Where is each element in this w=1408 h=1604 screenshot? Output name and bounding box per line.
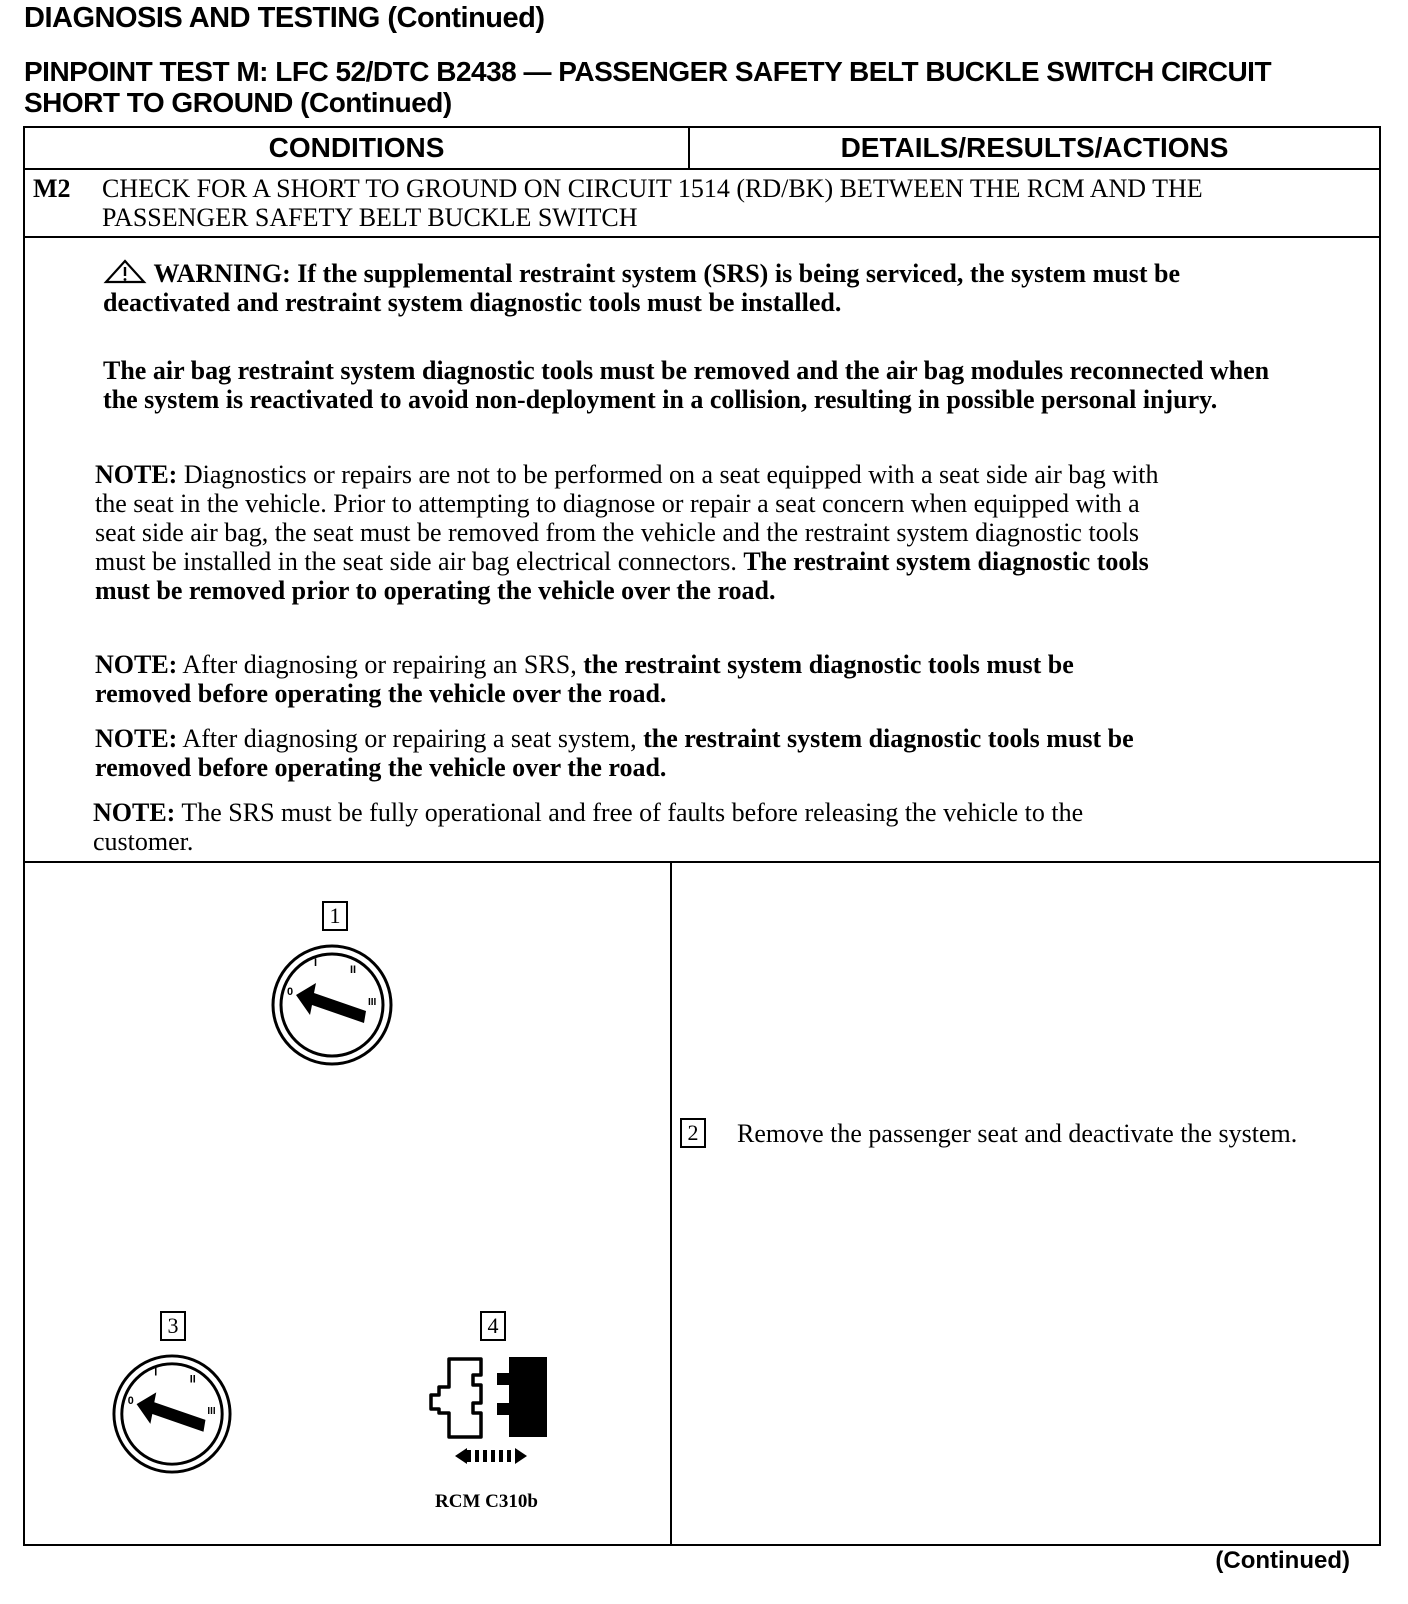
conditions-header: CONDITIONS: [25, 128, 690, 168]
callout-2: 2: [680, 1118, 706, 1148]
ignition-switch-off-icon: [270, 943, 394, 1067]
ignition-mark-1: I: [154, 1366, 158, 1379]
ignition-switch-off-icon: [111, 1353, 233, 1475]
step-row: [25, 170, 1379, 238]
note-4: [93, 798, 1178, 856]
note-3: [95, 724, 1175, 782]
note-label: NOTE:: [95, 650, 178, 679]
callout-4: 4: [480, 1311, 506, 1341]
page-title: DIAGNOSIS AND TESTING (Continued): [24, 2, 545, 34]
warning-paragraph: [103, 258, 1263, 317]
note-label: NOTE:: [95, 460, 178, 489]
pinpoint-test-table: [23, 126, 1381, 1546]
warning-icon: [103, 258, 147, 284]
figure-action-area: [25, 863, 1379, 1544]
warning-text-2: The air bag restraint system diagnostic tools must be removed and the air bag modules reconnected when the system is reactivated to avoid non-deployment in a collision, resulting in possible personal injury.: [103, 356, 1270, 414]
column-divider: [670, 863, 672, 1544]
note-2: [95, 650, 1175, 708]
ignition-mark-0: 0: [287, 986, 294, 998]
continued-footer: (Continued): [1215, 1547, 1350, 1574]
action-2-text: Remove the passenger seat and deactivate the system.: [737, 1119, 1298, 1148]
callout-1: 1: [322, 901, 348, 931]
ignition-mark-3: III: [368, 997, 377, 1008]
note-text-bold: the restraint system diagnostic tools must be removed before operating the vehicle over the road.: [95, 650, 1074, 708]
note-label: NOTE:: [95, 724, 178, 753]
note-text: Diagnostics or repairs are not to be performed on a seat equipped with a seat side air bag with the seat in the vehicle. Prior to attempting to diagnose or repair a seat concern when equipped with a seat side air bag, the seat must be removed from the vehicle and the restraint system diagnostic tools must be installed in the seat side air bag electrical connectors.: [95, 460, 1159, 576]
warning-notes-block: [25, 238, 1379, 863]
warning-label: WARNING:: [153, 259, 291, 288]
note-text-bold: the restraint system diagnostic tools must be removed before operating the vehicle over the road.: [95, 724, 1134, 782]
details-header: DETAILS/RESULTS/ACTIONS: [840, 132, 1229, 163]
step-title: CHECK FOR A SHORT TO GROUND ON CIRCUIT 1514 (RD/BK) BETWEEN THE RCM AND THE PASSENGER SAFETY BELT BUCKLE SWITCH: [102, 174, 1203, 232]
ignition-mark-3: III: [207, 1406, 216, 1417]
step-id: M2: [33, 174, 71, 203]
connector-label: RCM C310b: [435, 1491, 538, 1512]
note-1: [95, 460, 1175, 605]
table-header: [25, 128, 1379, 170]
pinpoint-test-title: PINPOINT TEST M: LFC 52/DTC B2438 — PASSENGER SAFETY BELT BUCKLE SWITCH CIRCUIT SHORT TO GROUND (Continued): [24, 56, 1272, 118]
note-text: After diagnosing or repairing an SRS,: [182, 650, 577, 679]
ignition-mark-2: II: [189, 1373, 196, 1386]
note-text: The SRS must be fully operational and free of faults before releasing the vehicle to the customer.: [93, 798, 1084, 856]
note-label: NOTE:: [93, 798, 176, 827]
warning-text-1: If the supplemental restraint system (SRS) is being serviced, the system must be deactivated and restraint system diagnostic tools must be installed.: [103, 259, 1180, 317]
note-text: After diagnosing or repairing a seat system,: [182, 724, 637, 753]
connector-disconnect-icon: [425, 1353, 555, 1483]
ignition-mark-0: 0: [127, 1395, 134, 1408]
ignition-mark-1: I: [314, 957, 318, 969]
ignition-mark-2: II: [350, 964, 357, 976]
callout-3: 3: [160, 1311, 186, 1341]
note-text-bold: The restraint system diagnostic tools must be removed prior to operating the vehicle over the road.: [95, 547, 1149, 605]
